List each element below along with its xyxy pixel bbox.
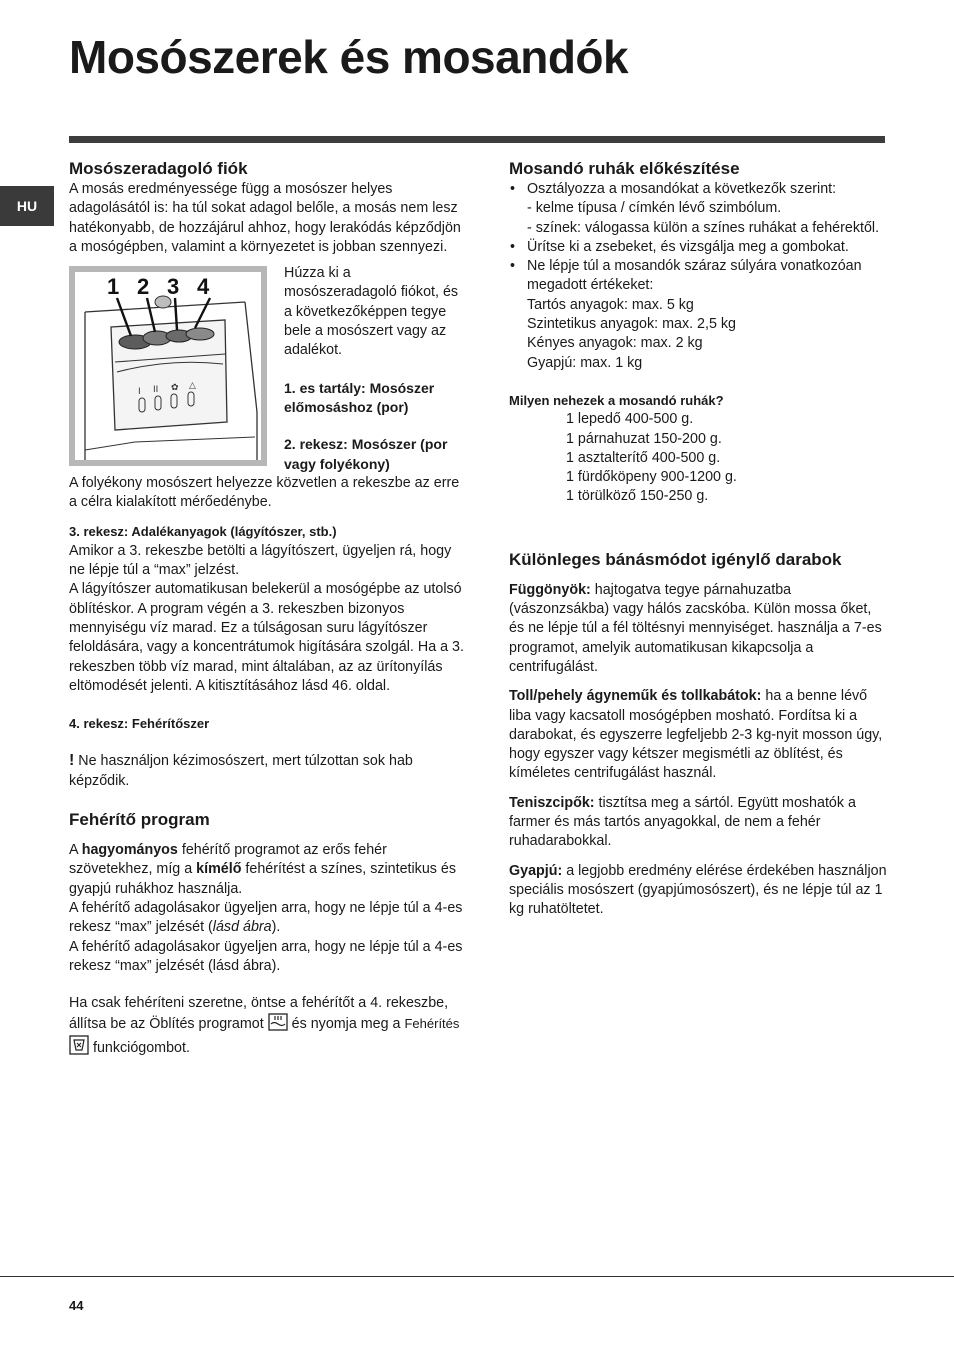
compartment-4-heading: 4. rekesz: Fehérítőszer xyxy=(69,716,210,732)
svg-text:△: △ xyxy=(189,381,196,392)
limit-item: Tartós anyagok: max. 5 kg xyxy=(527,296,694,313)
weight-item: 1 párnahuzat 150-200 g. xyxy=(566,430,722,447)
prep-heading: Mosandó ruhák előkészítése xyxy=(509,159,740,178)
bold-run: Gyapjú: xyxy=(509,862,563,879)
bold-run: hagyományos xyxy=(81,842,178,859)
weight-item: 1 fürdőköpeny 900-1200 g. xyxy=(566,469,737,486)
svg-text:I: I xyxy=(138,387,141,398)
text-run: hajtogatva tegye párnahuzatba (vászonzsákba) vagy hálós zacskóba. Külön mossa őket, és ne lépje túl a fél töltésnyi mennyiséget. használja a 7-es programot, amelyik automatikusan kikapcsolja a centrifugálást. xyxy=(509,581,882,675)
bold-run: Teniszcipők: xyxy=(509,794,595,811)
text-run: fehérítő programot az erős fehér szövetekhez, míg a xyxy=(69,842,387,878)
svg-text:II: II xyxy=(153,385,159,396)
dispenser-heading: Mosószeradagoló fiók xyxy=(69,159,248,178)
text-run: funkciógombot. xyxy=(89,1039,190,1056)
compartment-number-4: 4 xyxy=(197,274,210,300)
prep-list xyxy=(509,180,889,296)
weight-item: 1 asztalterítő 400-500 g. xyxy=(566,449,721,466)
language-tab: HU xyxy=(0,186,54,226)
page-number: 44 xyxy=(69,1298,84,1313)
text-run: fehérítést a színes, szintetikus és gyapjú ruhákhoz használja. xyxy=(69,861,457,897)
weight-item: 1 lepedő 400-500 g. xyxy=(566,411,694,428)
compartment-3-text: Amikor a 3. rekeszbe betölti a lágyítószert, ügyeljen rá, hogy ne lépje túl a “max” jelzést. xyxy=(69,542,452,579)
bleach-function-name: Fehérítés xyxy=(404,1016,460,1032)
figure-side-text xyxy=(284,264,466,474)
compartment-3-heading: 3. rekesz: Adalékanyagok (lágyítószer, stb.) xyxy=(69,524,337,540)
bold-run: Függönyök: xyxy=(509,581,591,598)
weights-list xyxy=(509,410,889,506)
text-run: a legjobb eredmény elérése érdekében használjon speciális mosószert (gyapjúmosószert), és ne lépje túl az 1 kg ruhatöltetet. xyxy=(509,862,887,918)
liquid-detergent-text: A folyékony mosószert helyezze közvetlen a rekeszbe az erre a célra kialakított mérőedénybe. xyxy=(69,474,460,511)
title-rule xyxy=(69,136,885,143)
text-run: Osztályozza a mosandókat a következők szerint: xyxy=(527,181,837,197)
svg-text:✿: ✿ xyxy=(171,383,179,394)
text-run: - színek: válogassa külön a színes ruhákat a fehérektől. xyxy=(527,219,880,236)
bleach-function-icon xyxy=(69,1035,89,1055)
limit-item: Szintetikus anyagok: max. 2,5 kg xyxy=(527,316,737,333)
pull-drawer-text: Húzza ki a mosószeradagoló fiókot, és a következőképpen tegye bele a mosószert vagy az adalékot. xyxy=(284,265,459,359)
compartment-number-2: 2 xyxy=(137,274,150,300)
text-run: - kelme típusa / címkén lévő szimbólum. xyxy=(527,200,782,217)
curtains-paragraph xyxy=(509,581,889,677)
left-column xyxy=(69,158,467,1058)
right-column xyxy=(509,158,889,920)
text-run: tisztítsa meg a sártól. Együtt moshatók a farmer és más tartós anyagokkal, de nem a fehér ruhadarabokkal. xyxy=(509,794,856,850)
list-item xyxy=(509,180,889,238)
bleach-paragraph-1 xyxy=(69,841,467,899)
list-item xyxy=(509,257,889,296)
text-run: és nyomja meg a xyxy=(287,1016,405,1033)
warning-text: Ne használjon kézimosószert, mert túlzottan sok hab képződik. xyxy=(69,753,413,789)
dispenser-figure-row xyxy=(69,264,467,474)
italic-run: lásd ábra xyxy=(212,919,272,936)
dispenser-drawer-illustration xyxy=(69,266,267,466)
dispenser-drawer-icon xyxy=(75,272,261,460)
text-run: Ha csak fehéríteni szeretne, öntse a fehérítőt a 4. rekeszbe, állítsa be az Öblítés programot xyxy=(69,995,449,1033)
bleach-paragraph-3: A fehérítő adagolásakor ügyeljen arra, hogy ne lépje túl a 4-es rekesz “max” jelzését (lásd ábra). xyxy=(69,938,463,974)
shoes-paragraph xyxy=(509,794,889,852)
warning-note xyxy=(69,751,467,791)
limit-item: Gyapjú: max. 1 kg xyxy=(527,354,643,371)
compartment-number-3: 3 xyxy=(167,274,180,300)
limit-item: Kényes anyagok: max. 2 kg xyxy=(527,335,703,352)
list-item: • Ürítse ki a zsebeket, és vizsgálja meg a gombokat. xyxy=(509,238,889,257)
text-run: Ne lépje túl a mosandók száraz súlyára vonatkozóan megadott értékeket: xyxy=(527,258,862,294)
compartment-3-text-2: A lágyítószer automatikusan belekerül a mosógépbe az utolsó öblítéskor. A program végén a 3. rekeszben bizonyos mennyiségu víz marad. Ez a túlságosan suru lágyítószer feloldására, vagy a koncentrátumok higítására szolgál. Ha a 3. rekeszben több víz marad, mint általában, az az ürítonyílás eltömodését jelenti. A kitisztításához lásd 46. oldal. xyxy=(69,581,464,694)
weight-item: 1 törülköző 150-250 g. xyxy=(566,488,709,505)
warning-icon: ! xyxy=(69,752,75,770)
dispenser-intro: A mosás eredményessége függ a mosószer helyes adagolásától is: ha túl sokat adagol belőle, a mosás nem lesz hatékonyabb, de hozzájárul ahhoz, hogy lerakódás képződjön a mosógépben, valamint a környezetet is jobban szennyezi. xyxy=(69,181,461,255)
text-run: A fehérítő adagolásakor ügyeljen arra, hogy ne lépje túl a 4-es rekesz “max” jelzését ( xyxy=(69,899,463,936)
bold-run: Toll/pehely ágyneműk és tollkabátok: xyxy=(509,688,762,705)
compartment-1-label: 1. es tartály: Mosószer előmosáshoz (por) xyxy=(284,379,435,415)
load-limits xyxy=(509,296,889,373)
compartment-number-1: 1 xyxy=(107,274,120,300)
bleach-paragraph-2 xyxy=(69,899,467,938)
bleach-heading: Fehérítő program xyxy=(69,810,210,830)
rinse-icon xyxy=(268,1013,288,1031)
special-heading: Különleges bánásmódot igénylő darabok xyxy=(509,549,842,569)
bleach-paragraph-4 xyxy=(69,994,467,1058)
text-run: ha a benne lévő liba vagy kacsatoll mosógépben mosható. Fordítsa ki a darabokat, és egyszerre legfeljebb 2-3 kg-nyit mosson úgy, hogy egyszer vagy kétszer megismétli az öblítést, és kíméletes centrifugálást használ. xyxy=(509,688,883,782)
wool-paragraph xyxy=(509,862,889,920)
text-run: A xyxy=(69,842,82,859)
down-paragraph xyxy=(509,687,889,783)
weights-heading: Milyen nehezek a mosandó ruhák? xyxy=(509,392,724,408)
footer-rule xyxy=(0,1276,954,1277)
text-run: ). xyxy=(271,919,281,936)
bold-run: kímélő xyxy=(196,861,242,878)
compartment-2-label: 2. rekesz: Mosószer (por vagy folyékony) xyxy=(284,436,448,472)
page-title: Mosószerek és mosandók xyxy=(69,31,629,83)
